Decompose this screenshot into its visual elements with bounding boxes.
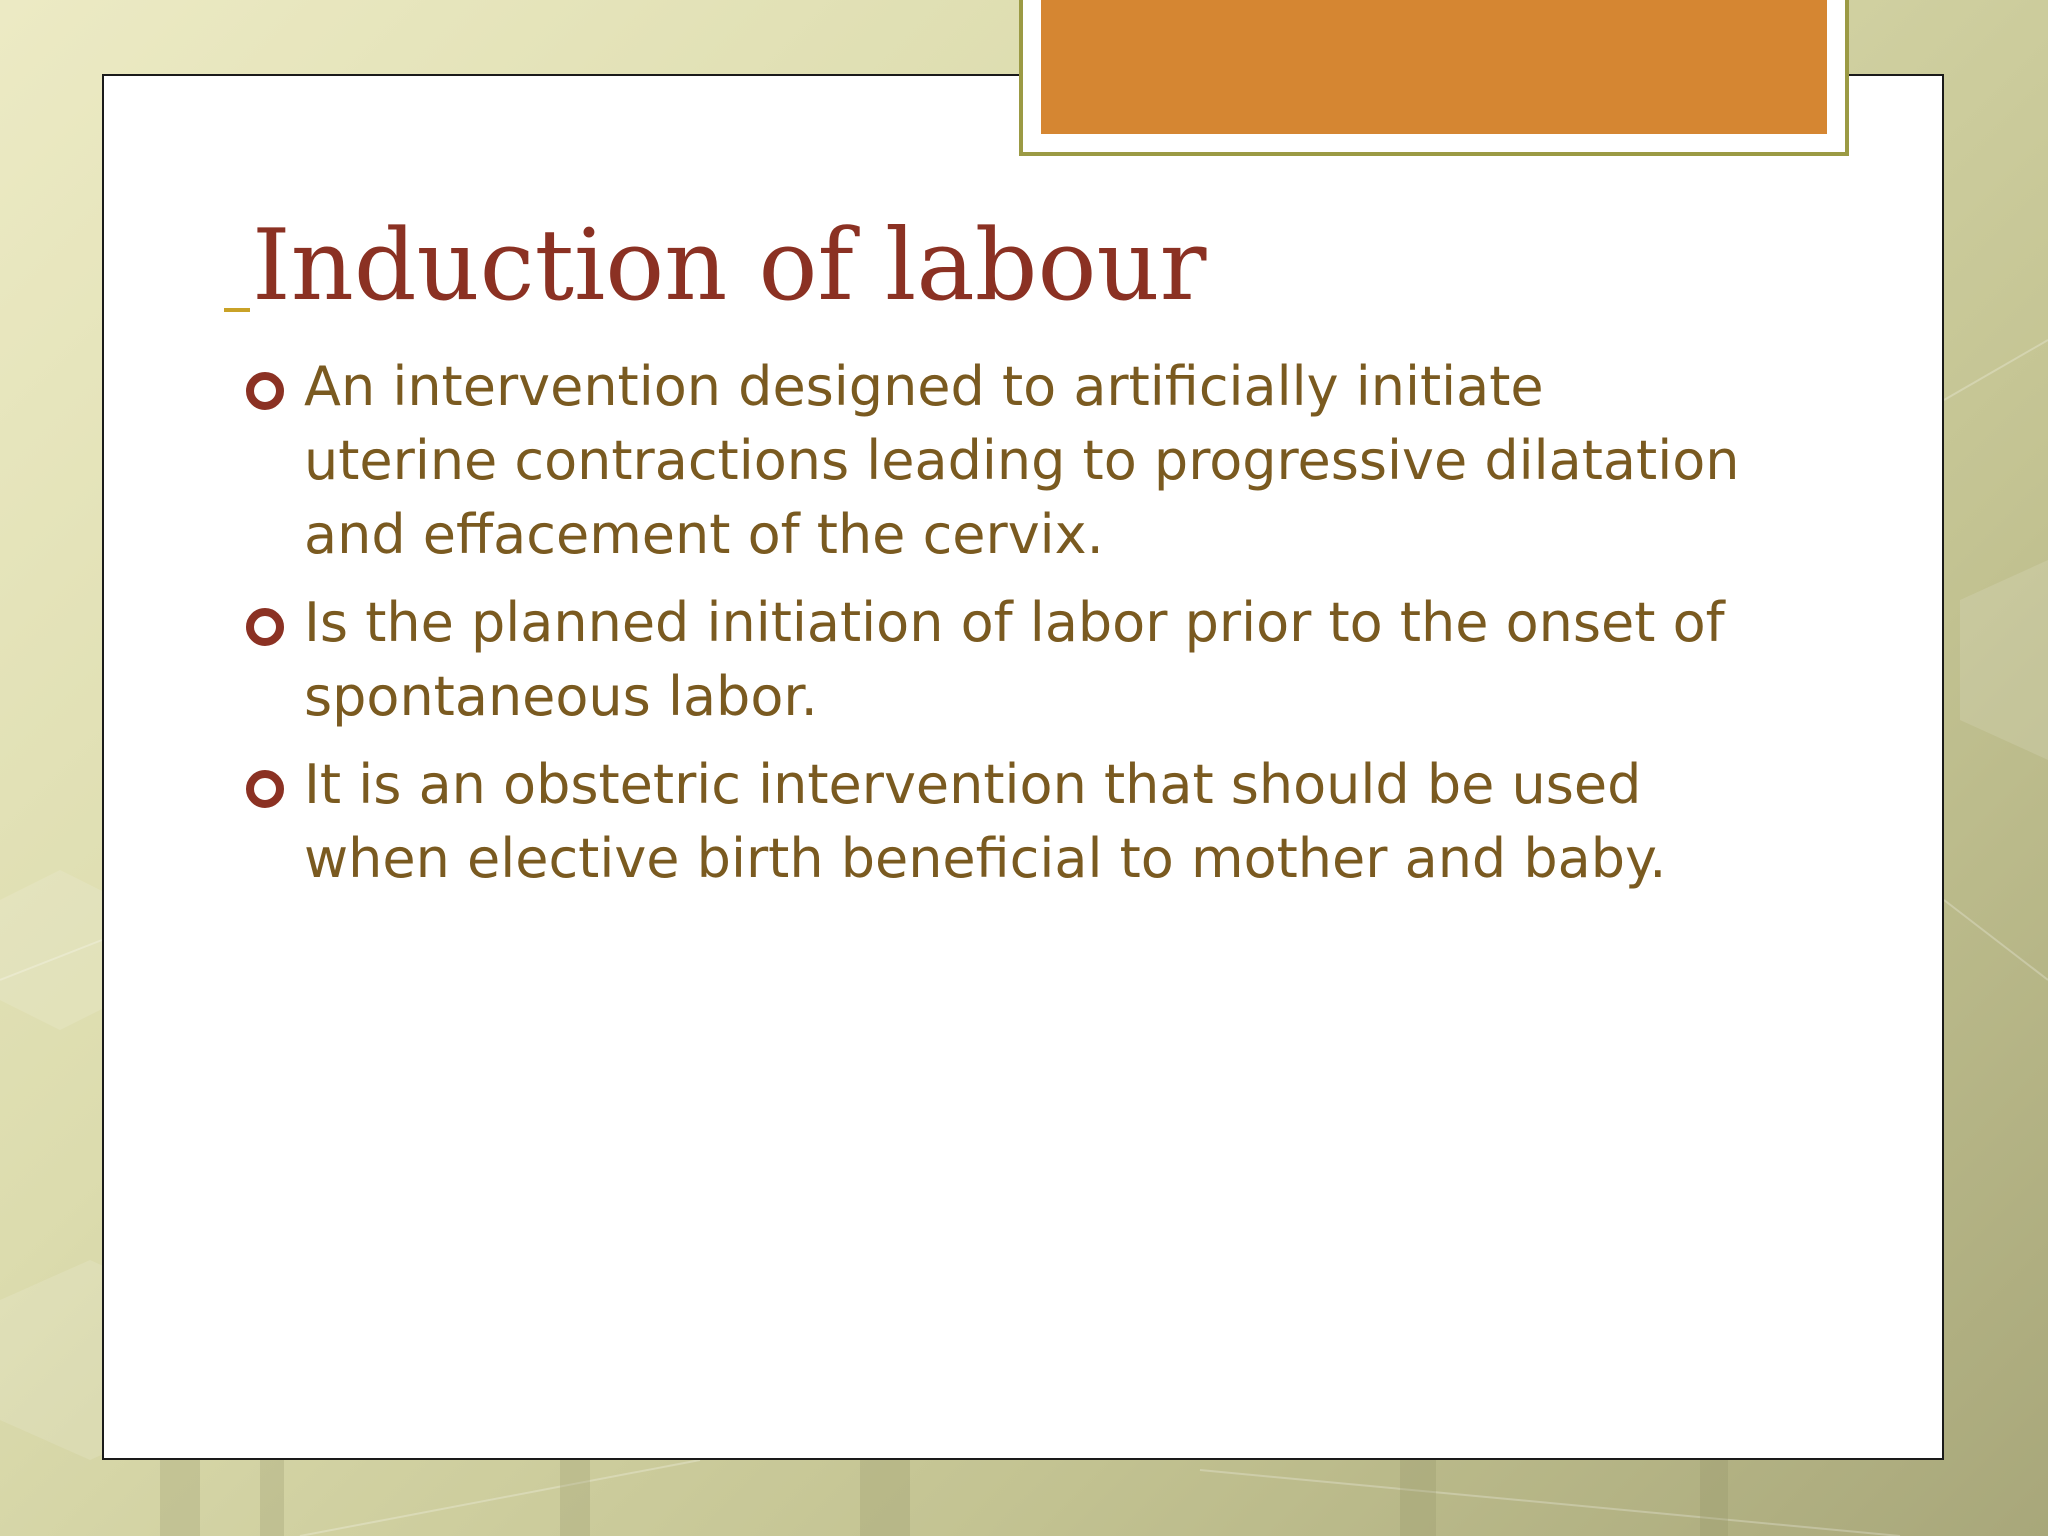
bullet-item xyxy=(242,586,1742,734)
bullet-list xyxy=(242,350,1742,910)
bullet-text: An intervention designed to artificially initiate uterine contractions leading to progressive dilatation and effacement of the cervix. xyxy=(304,355,1740,566)
accent-block xyxy=(1041,0,1827,134)
bullet-item xyxy=(242,748,1742,896)
bullet-text: Is the planned initiation of labor prior to the onset of spontaneous labor. xyxy=(304,591,1725,728)
title-cursor-mark xyxy=(224,308,250,312)
ring-bullet-icon xyxy=(246,770,284,808)
slide-title: Induction of labour xyxy=(252,209,1207,323)
ring-bullet-icon xyxy=(246,372,284,410)
title-area xyxy=(224,196,1206,326)
ring-bullet-icon xyxy=(246,608,284,646)
bullet-item xyxy=(242,350,1742,572)
bullet-text: It is an obstetric intervention that should be used when elective birth beneficial to mother and baby. xyxy=(304,753,1667,890)
